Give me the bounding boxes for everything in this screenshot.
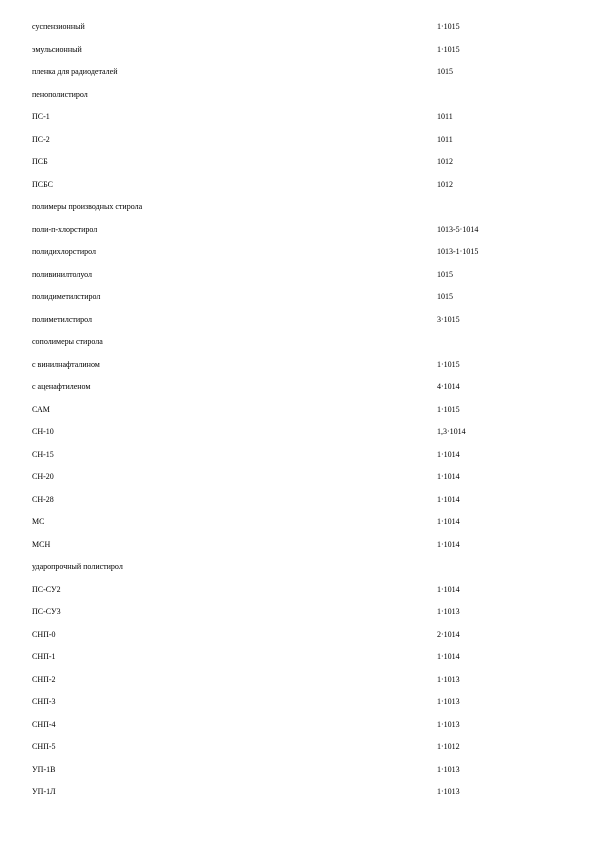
table-row [32,129,532,152]
material-name: пленка для радиодеталей [32,67,118,76]
table-row [32,84,532,107]
resistivity-value: 1·1013 [437,697,460,706]
table-row [32,16,532,39]
resistivity-value: 1·1015 [437,22,460,31]
table-row [32,489,532,512]
resistivity-value: 4·1014 [437,382,460,391]
table-row [32,376,532,399]
table-row [32,196,532,219]
resistivity-table [32,16,532,804]
resistivity-value: 1011 [437,112,453,121]
resistivity-value: 1·1015 [437,359,460,369]
resistivity-value: 1·1013 [437,719,460,729]
resistivity-value: 1·1014 [437,494,460,504]
table-row [32,601,532,624]
table-row [32,354,532,377]
table-row [32,691,532,714]
material-name: СН-15 [32,449,54,459]
material-name: полимеры производных стирола [32,202,143,211]
material-name: ПС-СУ3 [32,607,61,616]
table-row [32,219,532,242]
resistivity-value: 1,3·1014 [437,427,466,436]
resistivity-value: 1·1014 [437,449,460,459]
table-row [32,556,532,579]
table-row [32,714,532,737]
material-name: УП-1В [32,764,56,774]
resistivity-value: 3·1015 [437,314,460,324]
resistivity-value: 2·1014 [437,629,460,639]
table-row [32,151,532,174]
table-row [32,579,532,602]
material-name: поливинилтолуол [32,269,93,279]
resistivity-value: 1·1013 [437,787,460,796]
resistivity-value: 1·1013 [437,674,460,684]
material-name: СНП-5 [32,742,56,751]
material-name: ПС-1 [32,112,50,121]
material-name: СН-28 [32,494,54,504]
material-name: МС [32,517,45,526]
table-row [32,174,532,197]
material-name: СНП-1 [32,652,56,661]
table-row [32,309,532,332]
resistivity-value: 1·1014 [437,539,460,549]
material-name: с винилнафталином [32,359,100,369]
table-row [32,106,532,129]
table-row [32,264,532,287]
material-name: УП-1Л [32,787,56,796]
material-name: ПСБ [32,157,48,166]
resistivity-value: 1012 [437,157,453,166]
table-row [32,444,532,467]
table-row [32,669,532,692]
table-row [32,331,532,354]
material-name: поли-п-хлорстирол [32,224,98,234]
table-row [32,421,532,444]
material-name: суспензионный [32,22,85,31]
material-name: ПС-СУ2 [32,584,61,594]
material-name: полиметилстирол [32,314,93,324]
resistivity-value: 1015 [437,269,453,279]
material-name: ПСБС [32,179,53,189]
material-name: сополимеры стирола [32,337,103,346]
material-name: СНП-2 [32,674,56,684]
table-row [32,286,532,309]
resistivity-value: 1015 [437,67,453,76]
material-name: МСН [32,539,51,549]
table-row [32,759,532,782]
table-row [32,61,532,84]
material-name: САМ [32,404,50,414]
resistivity-value: 1·1013 [437,607,460,616]
resistivity-value: 1·1012 [437,742,460,751]
table-row [32,624,532,647]
resistivity-value: 1015 [437,292,453,301]
material-name: СН-10 [32,427,54,436]
resistivity-value: 1·1014 [437,517,460,526]
resistivity-value: 1·1015 [437,44,460,54]
resistivity-value: 1·1015 [437,404,460,414]
table-row [32,646,532,669]
resistivity-value: 1012 [437,179,453,189]
resistivity-value: 1·1014 [437,472,460,481]
table-row [32,534,532,557]
material-name: пенополистирол [32,89,88,99]
table-row [32,736,532,759]
material-name: ПС-2 [32,134,50,144]
table-row [32,781,532,804]
material-name: СНП-4 [32,719,56,729]
table-row [32,511,532,534]
material-name: с аценафтиленом [32,382,91,391]
table-row [32,39,532,62]
table-row [32,241,532,264]
material-name: полидихлорстирол [32,247,97,256]
resistivity-value: 1·1013 [437,764,460,774]
material-name: ударопрочный полистирол [32,562,123,571]
resistivity-value: 1·1014 [437,584,460,594]
table-row [32,466,532,489]
resistivity-value: 1·1014 [437,652,460,661]
resistivity-value: 1011 [437,134,453,144]
material-name: СНП-0 [32,629,56,639]
material-name: СН-20 [32,472,54,481]
table-row [32,399,532,422]
material-name: эмульсионный [32,44,82,54]
material-name: полидиметилстирол [32,292,101,301]
material-name: СНП-3 [32,697,56,706]
resistivity-value: 1013-1·1015 [437,247,479,256]
resistivity-value: 1013-5·1014 [437,224,479,234]
